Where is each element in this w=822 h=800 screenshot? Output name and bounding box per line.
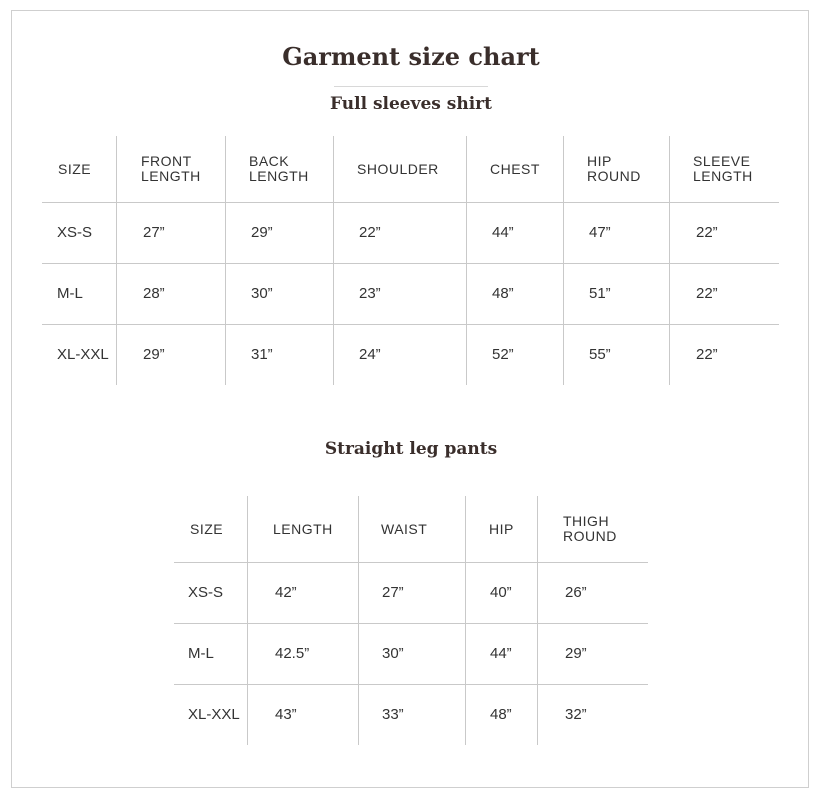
pants-table-cell: 29” [565,645,587,662]
pants-header-cell: SIZE [190,520,224,537]
pants-table-cell: XL-XXL [188,706,240,723]
shirt-table-cell: 44” [492,224,514,241]
pants-table-cell: 43” [275,706,297,723]
page-title: Garment size chart [282,42,540,71]
pants-table-cell: 27” [382,584,404,601]
shirt-column-divider [116,136,117,385]
shirt-table-cell: 29” [143,346,165,363]
shirt-header-cell: SLEEVE LENGTH [693,153,753,184]
shirt-column-divider [669,136,670,385]
pants-table-cell: 26” [565,584,587,601]
pants-header-cell: THIGH ROUND [563,513,617,544]
pants-column-divider [247,496,248,745]
shirt-table-cell: 22” [696,346,718,363]
pants-column-divider [465,496,466,745]
pants-table-cell: 30” [382,645,404,662]
pants-table-cell: XS-S [188,584,224,601]
shirt-header-cell: HIP ROUND [587,153,641,184]
pants-header-cell: WAIST [381,520,428,537]
shirt-table-cell: 51” [589,285,611,302]
pants-table-cell: 48” [490,706,512,723]
shirt-column-divider [225,136,226,385]
shirt-table-cell: 30” [251,285,273,302]
shirt-header-cell: SIZE [58,160,92,177]
shirt-header-cell: CHEST [490,160,540,177]
shirt-table-cell: 52” [492,346,514,363]
shirt-column-divider [466,136,467,385]
shirt-header-cell: SHOULDER [357,160,439,177]
shirt-table-cell: 22” [696,224,718,241]
shirt-header-cell: BACK LENGTH [249,153,309,184]
shirt-table-cell: 29” [251,224,273,241]
shirt-table-cell: M-L [57,285,83,302]
shirt-table-cell: 47” [589,224,611,241]
shirt-table-cell: 27” [143,224,165,241]
shirt-table-cell: 22” [359,224,381,241]
shirt-table-cell: 28” [143,285,165,302]
shirt-header-cell: FRONT LENGTH [141,153,201,184]
shirt-table-cell: 55” [589,346,611,363]
pants-table-cell: 32” [565,706,587,723]
shirt-table-cell: XS-S [57,224,93,241]
pants-table-cell: 33” [382,706,404,723]
pants-header-cell: LENGTH [273,520,333,537]
pants-table-cell: M-L [188,645,214,662]
shirt-table-title: Full sleeves shirt [329,94,492,114]
shirt-table-cell: 24” [359,346,381,363]
shirt-table-cell: 23” [359,285,381,302]
shirt-table-cell: 22” [696,285,718,302]
pants-column-divider [358,496,359,745]
shirt-table-cell: 31” [251,346,273,363]
pants-table-cell: 42” [275,584,297,601]
pants-table-title: Straight leg pants [324,439,498,459]
pants-table-cell: 40” [490,584,512,601]
pants-header-cell: HIP [489,520,514,537]
pants-column-divider [537,496,538,745]
pants-table-cell: 44” [490,645,512,662]
shirt-table-cell: XL-XXL [57,346,109,363]
title-divider [334,86,488,87]
pants-table-cell: 42.5” [275,645,310,662]
shirt-column-divider [333,136,334,385]
shirt-table-cell: 48” [492,285,514,302]
shirt-column-divider [563,136,564,385]
